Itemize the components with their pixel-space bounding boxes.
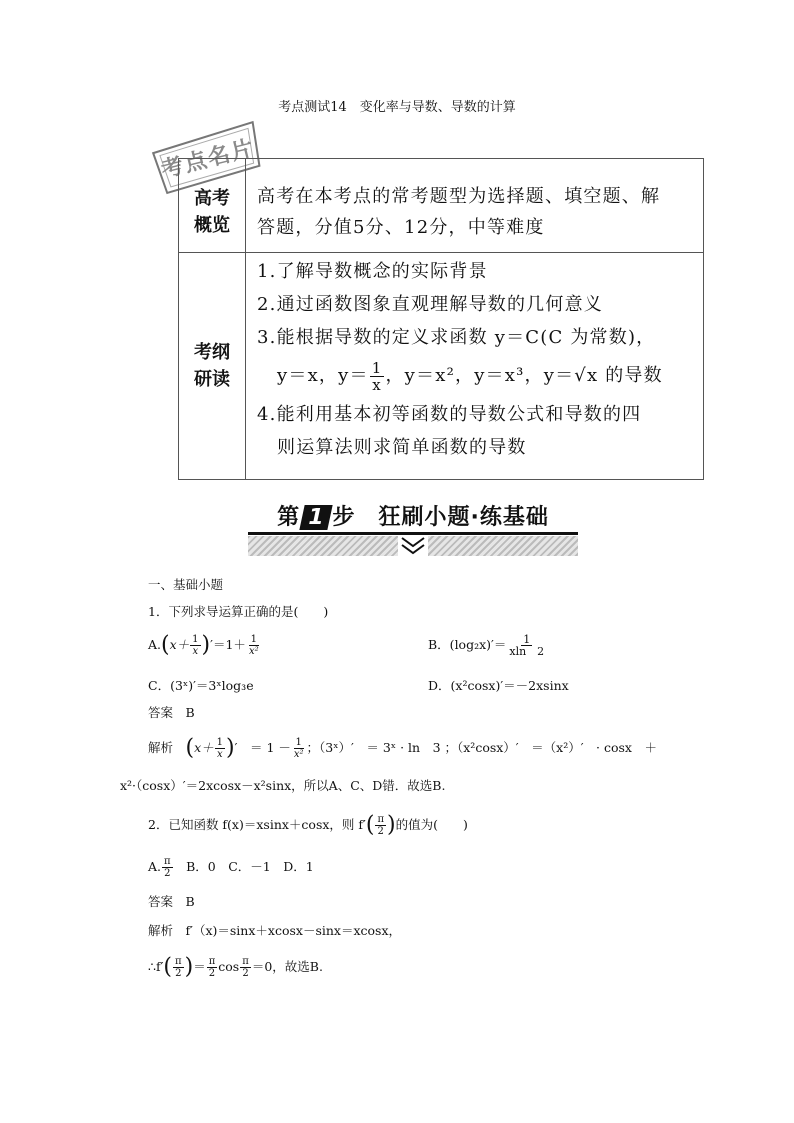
q1-explanation-line2: x²·（cosx）′＝2xcosx－x²sinx，所以A、C、D错．故选B. xyxy=(120,778,446,793)
page-header-title: 考点测试14 变化率与导数、导数的计算 xyxy=(278,100,516,115)
step-number: 1 xyxy=(300,505,334,530)
q2-stem: 2．已知函数 f(x)＝xsinx＋cosx，则 f′( $\frac{\pi}{2}$ )的值为( ) xyxy=(148,812,468,838)
q1-option-c: C．(3ˣ)′＝3ˣlog₃e xyxy=(148,678,254,693)
q2-explanation-line2: ∴f′( $\frac{\pi}{2}$ )＝ $\frac{\pi}{2}$ cos $\frac{\pi}{2}$ ＝0，故选B. xyxy=(148,954,323,980)
table-divider xyxy=(179,252,703,253)
syllabus-item-1: 1.了解导数概念的实际背景 xyxy=(257,261,488,282)
q2-answer: 答案 B xyxy=(148,894,195,909)
row2-text xyxy=(257,255,695,464)
step-banner-title: 第 1 步 狂刷小题·练基础 xyxy=(277,505,549,530)
overview-table xyxy=(178,158,704,480)
q2-explanation-line1: 解析 f′（x)＝sinx＋xcosx－sinx＝xcosx， xyxy=(148,923,401,938)
syllabus-item-4b: 则运算法则求简单函数的导数 xyxy=(277,437,527,458)
step-banner xyxy=(248,496,578,560)
double-chevron-down-icon xyxy=(398,534,428,558)
q1-option-d: D．(x²cosx)′＝－2xsinx xyxy=(428,678,569,693)
syllabus-item-4a: 4.能利用基本初等函数的导数公式和导数的四 xyxy=(257,404,642,425)
row1-text: 高考在本考点的常考题型为选择题、填空题、解 答题，分值5分、12分，中等难度 xyxy=(257,186,661,238)
q1-option-b: B．(log₂x)′＝ $\frac{1}{xln 2}$ xyxy=(428,633,545,658)
stamp-text: 考点名片 xyxy=(158,135,258,184)
section-title: 一、基础小题 xyxy=(148,577,224,592)
syllabus-item-2: 2.通过函数图象直观理解导数的几何意义 xyxy=(257,294,603,315)
row2-label: 考纲 研读 xyxy=(194,342,230,390)
q1-stem: 1．下列求导运算正确的是( ) xyxy=(148,604,329,619)
table-column-divider xyxy=(245,159,246,479)
row1-label: 高考 概览 xyxy=(194,188,230,236)
q1-option-a: A.(x＋ $\frac{1}{x}$ )′＝1＋ $\frac{1}{\text{x²}}$ xyxy=(148,632,259,658)
syllabus-item-3a: 3.能根据导数的定义求函数 y＝C(C 为常数)， xyxy=(257,327,656,348)
q2-options: A. $\frac{\pi}{2}$ B．0 C．－1 D．1 xyxy=(148,856,314,879)
q1-answer: 答案 B xyxy=(148,705,195,720)
q1-explanation-line1: 解析 (x＋ $\frac{1}{x}$ )′ ＝ 1 － $\frac{1}{\text{x²}}$ ；（3ˣ）′ ＝ 3ˣ · ln 3 ；（x²cosx）′ ＝（x²）′ · cosx ＋ xyxy=(148,735,657,761)
syllabus-item-3b: y＝x，y＝ $\frac{1}{x}$ ，y＝x²，y＝x³，y＝√x 的导数 xyxy=(277,358,663,394)
